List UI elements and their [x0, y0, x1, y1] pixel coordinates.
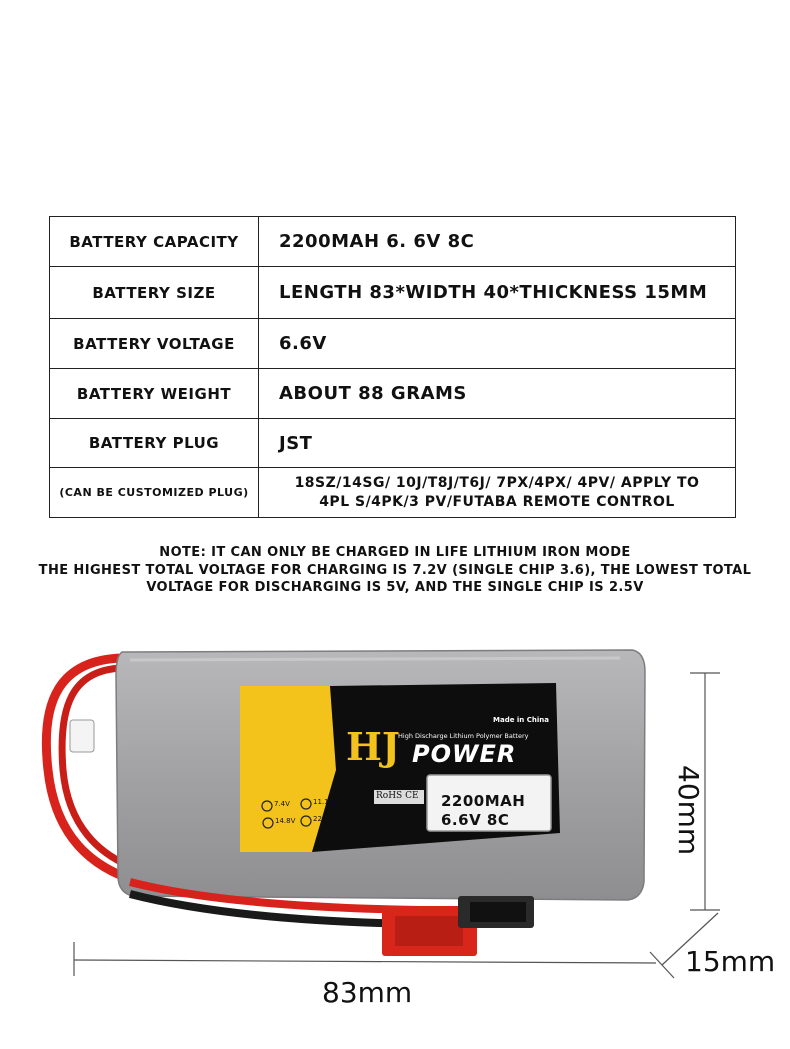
option-label: 11.1V	[313, 798, 334, 806]
thickness-dimension: 15mm	[685, 945, 776, 978]
battery-product	[0, 620, 790, 1049]
label-certs: RoHS CE	[376, 791, 419, 801]
spec-table	[49, 216, 736, 518]
label-voltage-rate: 6.6V 8C	[441, 811, 510, 829]
spec-value-line: 18SZ/14SG/ 10J/T8J/T6J/ 7PX/4PX/ 4PV/ APPLY TO	[294, 474, 700, 491]
spec-row-custom-plug	[50, 468, 736, 518]
spec-value-line: 4PL S/4PK/3 PV/FUTABA REMOTE CONTROL	[319, 493, 675, 510]
spec-value: 6.6V	[259, 319, 736, 369]
spec-label: BATTERY SIZE	[50, 267, 259, 319]
balance-plug	[70, 720, 94, 752]
spec-label: BATTERY WEIGHT	[50, 369, 259, 419]
label-subtitle: High Discharge Lithium Polymer Battery	[398, 732, 529, 740]
spec-row-capacity	[50, 217, 736, 267]
spec-value: JST	[259, 419, 736, 468]
note-line: THE HIGHEST TOTAL VOLTAGE FOR CHARGING IS 7.2V (SINGLE CHIP 3.6), THE LOWEST TOTAL	[38, 562, 752, 578]
label-made-in: Made in China	[493, 716, 549, 724]
label-brand: POWER	[412, 740, 517, 768]
length-dimension: 83mm	[322, 976, 413, 1009]
spec-label: BATTERY VOLTAGE	[50, 319, 259, 369]
spec-value: ABOUT 88 GRAMS	[259, 369, 736, 419]
spec-row-plug	[50, 419, 736, 468]
option-label: 7.4V	[274, 800, 290, 808]
charging-note	[0, 544, 790, 597]
option-label: 14.8V	[275, 817, 296, 825]
spec-label: BATTERY PLUG	[50, 419, 259, 468]
note-line: NOTE: IT CAN ONLY BE CHARGED IN LIFE LITHIUM IRON MODE	[159, 545, 631, 560]
spec-value: 2200MAH 6. 6V 8C	[259, 217, 736, 267]
spec-row-voltage	[50, 319, 736, 369]
spec-value: LENGTH 83*WIDTH 40*THICKNESS 15MM	[259, 267, 736, 319]
length-dimension-line	[74, 960, 656, 963]
spec-value	[259, 468, 736, 518]
note-line: VOLTAGE FOR DISCHARGING IS 5V, AND THE SINGLE CHIP IS 2.5V	[146, 580, 644, 595]
spec-row-weight	[50, 369, 736, 419]
width-dimension: 40mm	[672, 765, 705, 856]
option-label: 22.2V	[313, 815, 334, 823]
spec-label: BATTERY CAPACITY	[50, 217, 259, 267]
brand-initials: HJ	[346, 724, 400, 769]
label-capacity: 2200MAH	[441, 792, 526, 810]
spec-label: (CAN BE CUSTOMIZED PLUG)	[50, 468, 259, 518]
spec-row-size	[50, 267, 736, 319]
